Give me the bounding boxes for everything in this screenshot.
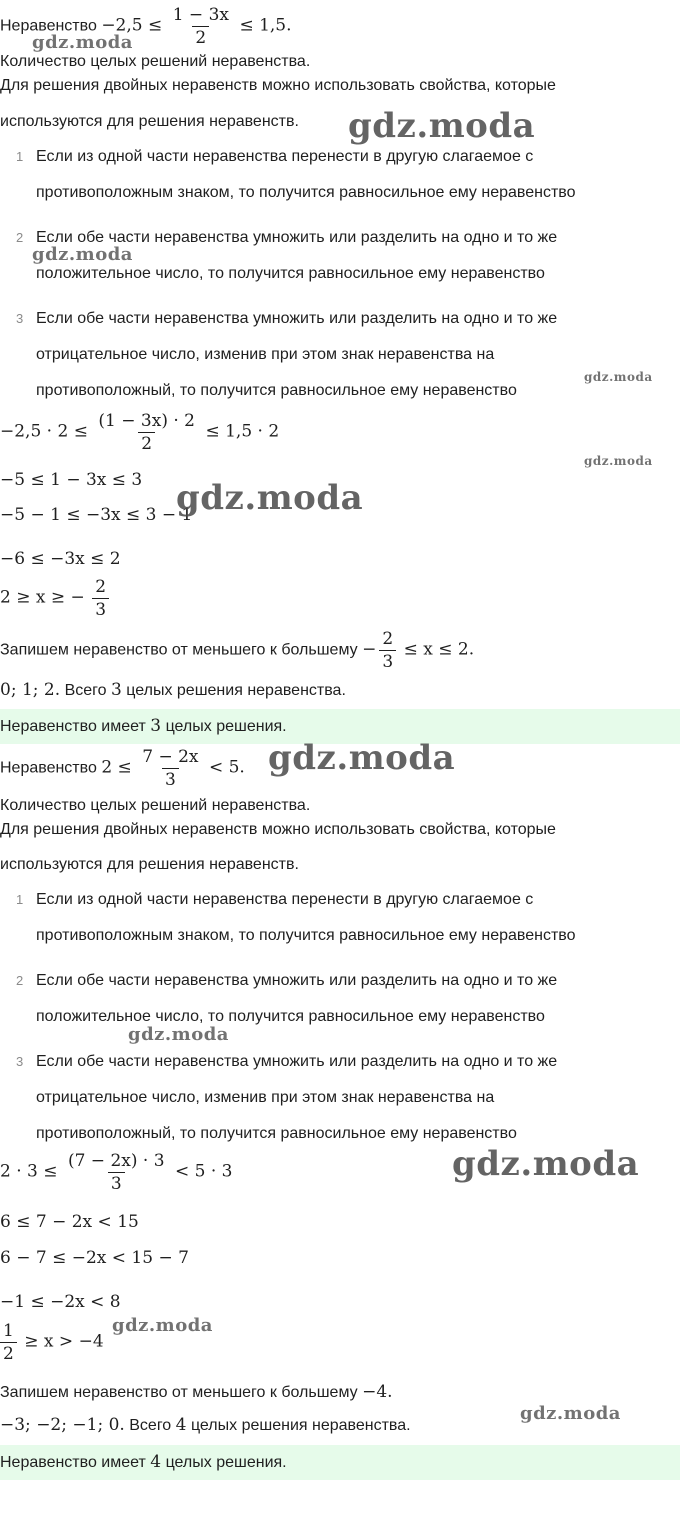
task1-order: Запишем неравенство от меньшего к большему − $\frac{2}{3}$ ≤ x ≤ 2.	[0, 629, 475, 672]
task2-step1-fraction: $\frac{(7 - 2x) \cdot 3}{3}$	[67, 1151, 165, 1194]
task2-item2-line1: Если обе части неравенства умножить или разделить на одно и то же	[36, 972, 558, 989]
task2-theory-line2: используются для решения неравенств.	[0, 856, 299, 873]
task1-step2: −5 ≤ 1 − 3x ≤ 3	[0, 470, 143, 490]
task2-order: Запишем неравенство от меньшего к большему −4.	[0, 1382, 393, 1402]
task2-step5-fraction: $\frac{1}{2}$	[0, 1320, 17, 1365]
task2-intro: Неравенство 2 ≤ $\frac{7 - 2x}{3}$ < 5.	[0, 747, 245, 790]
task2-step5: $\frac{1}{2}$ ≥ x > −4	[0, 1320, 104, 1365]
task2-item2-line2: положительное число, то получится равносильное ему неравенство	[36, 1008, 545, 1025]
task2-integers: −3; −2; −1; 0. Всего 4 целых решения неравенства.	[0, 1415, 411, 1435]
watermark: gdz.moda	[176, 478, 364, 518]
task2-item3-number: 3	[16, 1054, 24, 1069]
task1-step1: −2,5 · 2 ≤ $\frac{(1 - 3x) \cdot 2}{2}$ ≤ 1,5 · 2	[0, 411, 280, 454]
watermark: gdz.moda	[32, 244, 133, 265]
task1-item1-number: 1	[16, 149, 24, 164]
task2-item3-line2: отрицательное число, изменив при этом знак неравенства на	[36, 1089, 495, 1106]
task1-question: Количество целых решений неравенства.	[0, 53, 311, 70]
task1-theory-line1: Для решения двойных неравенств можно использовать свойства, которые	[0, 77, 556, 94]
watermark: gdz.moda	[348, 106, 536, 146]
watermark: gdz.moda	[128, 1024, 229, 1045]
task2-item1-number: 1	[16, 892, 24, 907]
task1-integers: 0; 1; 2. Всего 3 целых решения неравенства.	[0, 680, 346, 700]
task2-theory-line1: Для решения двойных неравенств можно использовать свойства, которые	[0, 821, 556, 838]
task2-item3-line1: Если обе части неравенства умножить или разделить на одно и то же	[36, 1053, 558, 1070]
task2-item1-line1: Если из одной части неравенства перенести в другую слагаемое с	[36, 891, 534, 908]
task1-intro: Неравенство −2,5 ≤ $\frac{1 - 3x}{2}$ ≤ 1,5.	[0, 5, 292, 48]
task2-intro-fraction: $\frac{7 - 2x}{3}$	[142, 747, 199, 790]
watermark: gdz.moda	[584, 454, 653, 468]
task1-item3-number: 3	[16, 311, 24, 326]
task1-step5: 2 ≥ x ≥ − $\frac{2}{3}$	[0, 576, 112, 621]
task1-intro-fraction: $\frac{1 - 3x}{2}$	[172, 5, 229, 48]
task1-answer: Неравенство имеет 3 целых решения.	[0, 709, 680, 744]
task2-step3: 6 − 7 ≤ −2x < 15 − 7	[0, 1248, 189, 1268]
task1-item3-line2: отрицательное число, изменив при этом знак неравенства на	[36, 346, 495, 363]
task1-item1-line2: противоположным знаком, то получится равносильное ему неравенство	[36, 184, 576, 201]
task1-step5-fraction: $\frac{2}{3}$	[92, 576, 109, 621]
task1-theory-line2: используются для решения неравенств.	[0, 113, 299, 130]
watermark: gdz.moda	[32, 32, 133, 53]
watermark: gdz.moda	[452, 1144, 640, 1184]
watermark: gdz.moda	[112, 1315, 213, 1336]
task2-item2-number: 2	[16, 973, 24, 988]
task1-step4: −6 ≤ −3x ≤ 2	[0, 549, 121, 569]
watermark: gdz.moda	[268, 738, 456, 778]
task2-item1-line2: противоположным знаком, то получится равносильное ему неравенство	[36, 927, 576, 944]
task1-item2-line2: положительное число, то получится равносильное ему неравенство	[36, 265, 545, 282]
task1-order-fraction: $\frac{2}{3}$	[379, 628, 396, 673]
watermark: gdz.moda	[520, 1403, 621, 1424]
task2-step2: 6 ≤ 7 − 2x < 15	[0, 1212, 139, 1232]
task1-item3-line3: противоположный, то получится равносильное ему неравенство	[36, 382, 517, 399]
watermark: gdz.moda	[584, 370, 653, 384]
task2-item3-line3: противоположный, то получится равносильное ему неравенство	[36, 1125, 517, 1142]
task2-answer: Неравенство имеет 4 целых решения.	[0, 1445, 680, 1480]
task1-item1-line1: Если из одной части неравенства перенести в другую слагаемое с	[36, 148, 534, 165]
task1-item2-number: 2	[16, 230, 24, 245]
task1-step3: −5 − 1 ≤ −3x ≤ 3 − 1	[0, 505, 193, 525]
task1-item3-line1: Если обе части неравенства умножить или разделить на одно и то же	[36, 310, 558, 327]
task2-question: Количество целых решений неравенства.	[0, 797, 311, 814]
task1-step1-fraction: $\frac{(1 - 3x) \cdot 2}{2}$	[98, 411, 195, 454]
task2-step4: −1 ≤ −2x < 8	[0, 1292, 121, 1312]
task2-step1: 2 · 3 ≤ $\frac{(7 - 2x) \cdot 3}{3}$ < 5 · 3	[0, 1151, 233, 1194]
task1-item2-line1: Если обе части неравенства умножить или разделить на одно и то же	[36, 229, 558, 246]
